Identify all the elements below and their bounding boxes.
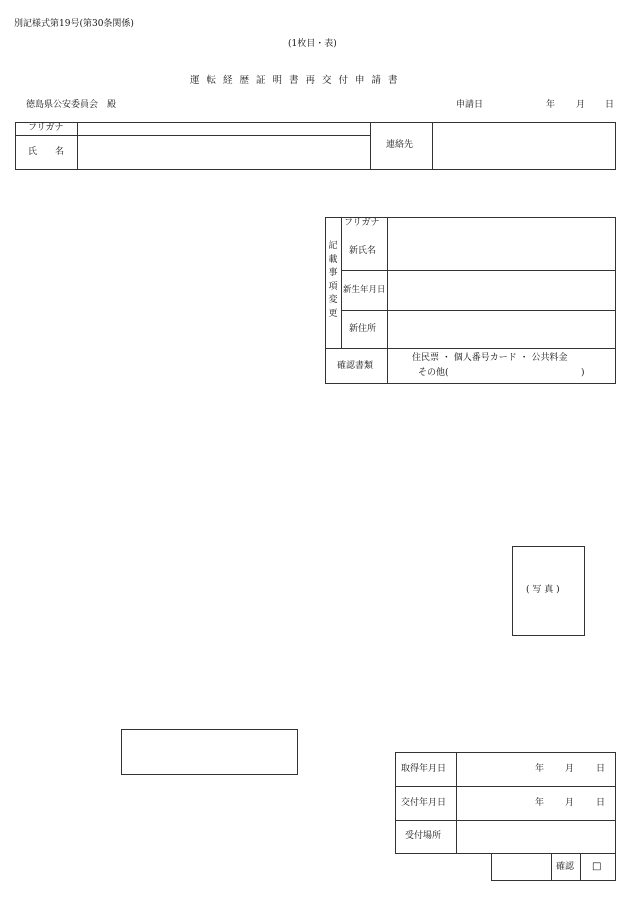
confirm-docs-other: その他( [418,368,449,378]
page-title: 運転経歴証明書再交付申請書 [190,75,405,86]
issued-date-day: 日 [596,798,606,808]
change-row-divider-1 [341,270,616,271]
applicant-name-label: 氏 名 [28,147,65,157]
applicant-divider-1 [77,122,78,170]
confirm-docs-label: 確認書類 [337,361,374,371]
confirm-divider-2 [580,853,581,881]
change-new-name-label: 新氏名 [349,246,377,256]
change-side-divider [341,217,342,348]
change-row-divider-3 [325,348,616,349]
application-date-year: 年 [546,100,556,110]
change-furigana-label: フリガナ [344,218,380,228]
issued-date-month: 月 [565,798,575,808]
acquired-date-month: 月 [565,764,575,774]
change-row-divider-2 [341,310,616,311]
applicant-divider-3 [432,122,433,170]
confirm-docs-close: ) [581,368,585,378]
acquired-date-year: 年 [535,764,545,774]
addressee: 徳島県公安委員会 殿 [26,100,117,110]
office-label-divider [456,752,457,854]
confirm-checkbox[interactable]: □ [592,861,602,872]
applicant-divider-2 [370,122,371,170]
change-new-birth-label: 新生年月日 [343,285,386,295]
confirm-divider-1 [551,853,552,881]
office-row-divider-1 [395,786,616,787]
stamp-box [121,729,298,775]
change-label-divider [387,217,388,384]
form-number: 別記様式第19号(第30条関係) [14,19,134,29]
applicant-table [15,122,616,170]
applicant-row-divider [15,135,371,136]
acquired-date-day: 日 [596,764,606,774]
office-row-divider-2 [395,820,616,821]
applicant-furigana-label: フリガナ [28,123,64,133]
application-date-month: 月 [576,100,586,110]
acquired-date-label: 取得年月日 [401,764,447,774]
change-side-label: 記載事項変更 [328,241,338,319]
application-date-label: 申請日 [456,100,484,110]
sheet-label: (1枚目・表) [288,39,337,49]
application-date-day: 日 [605,100,615,110]
photo-label: ( 写 真 ) [526,585,560,595]
issued-date-year: 年 [535,798,545,808]
applicant-contact-label: 連絡先 [386,140,414,150]
reception-place-label: 受付場所 [405,831,442,841]
confirm-label: 確認 [556,862,575,872]
confirm-docs-options: 住民票 ・ 個人番号カード ・ 公共料金 [412,353,568,363]
issued-date-label: 交付年月日 [401,798,447,808]
change-new-address-label: 新住所 [349,324,377,334]
